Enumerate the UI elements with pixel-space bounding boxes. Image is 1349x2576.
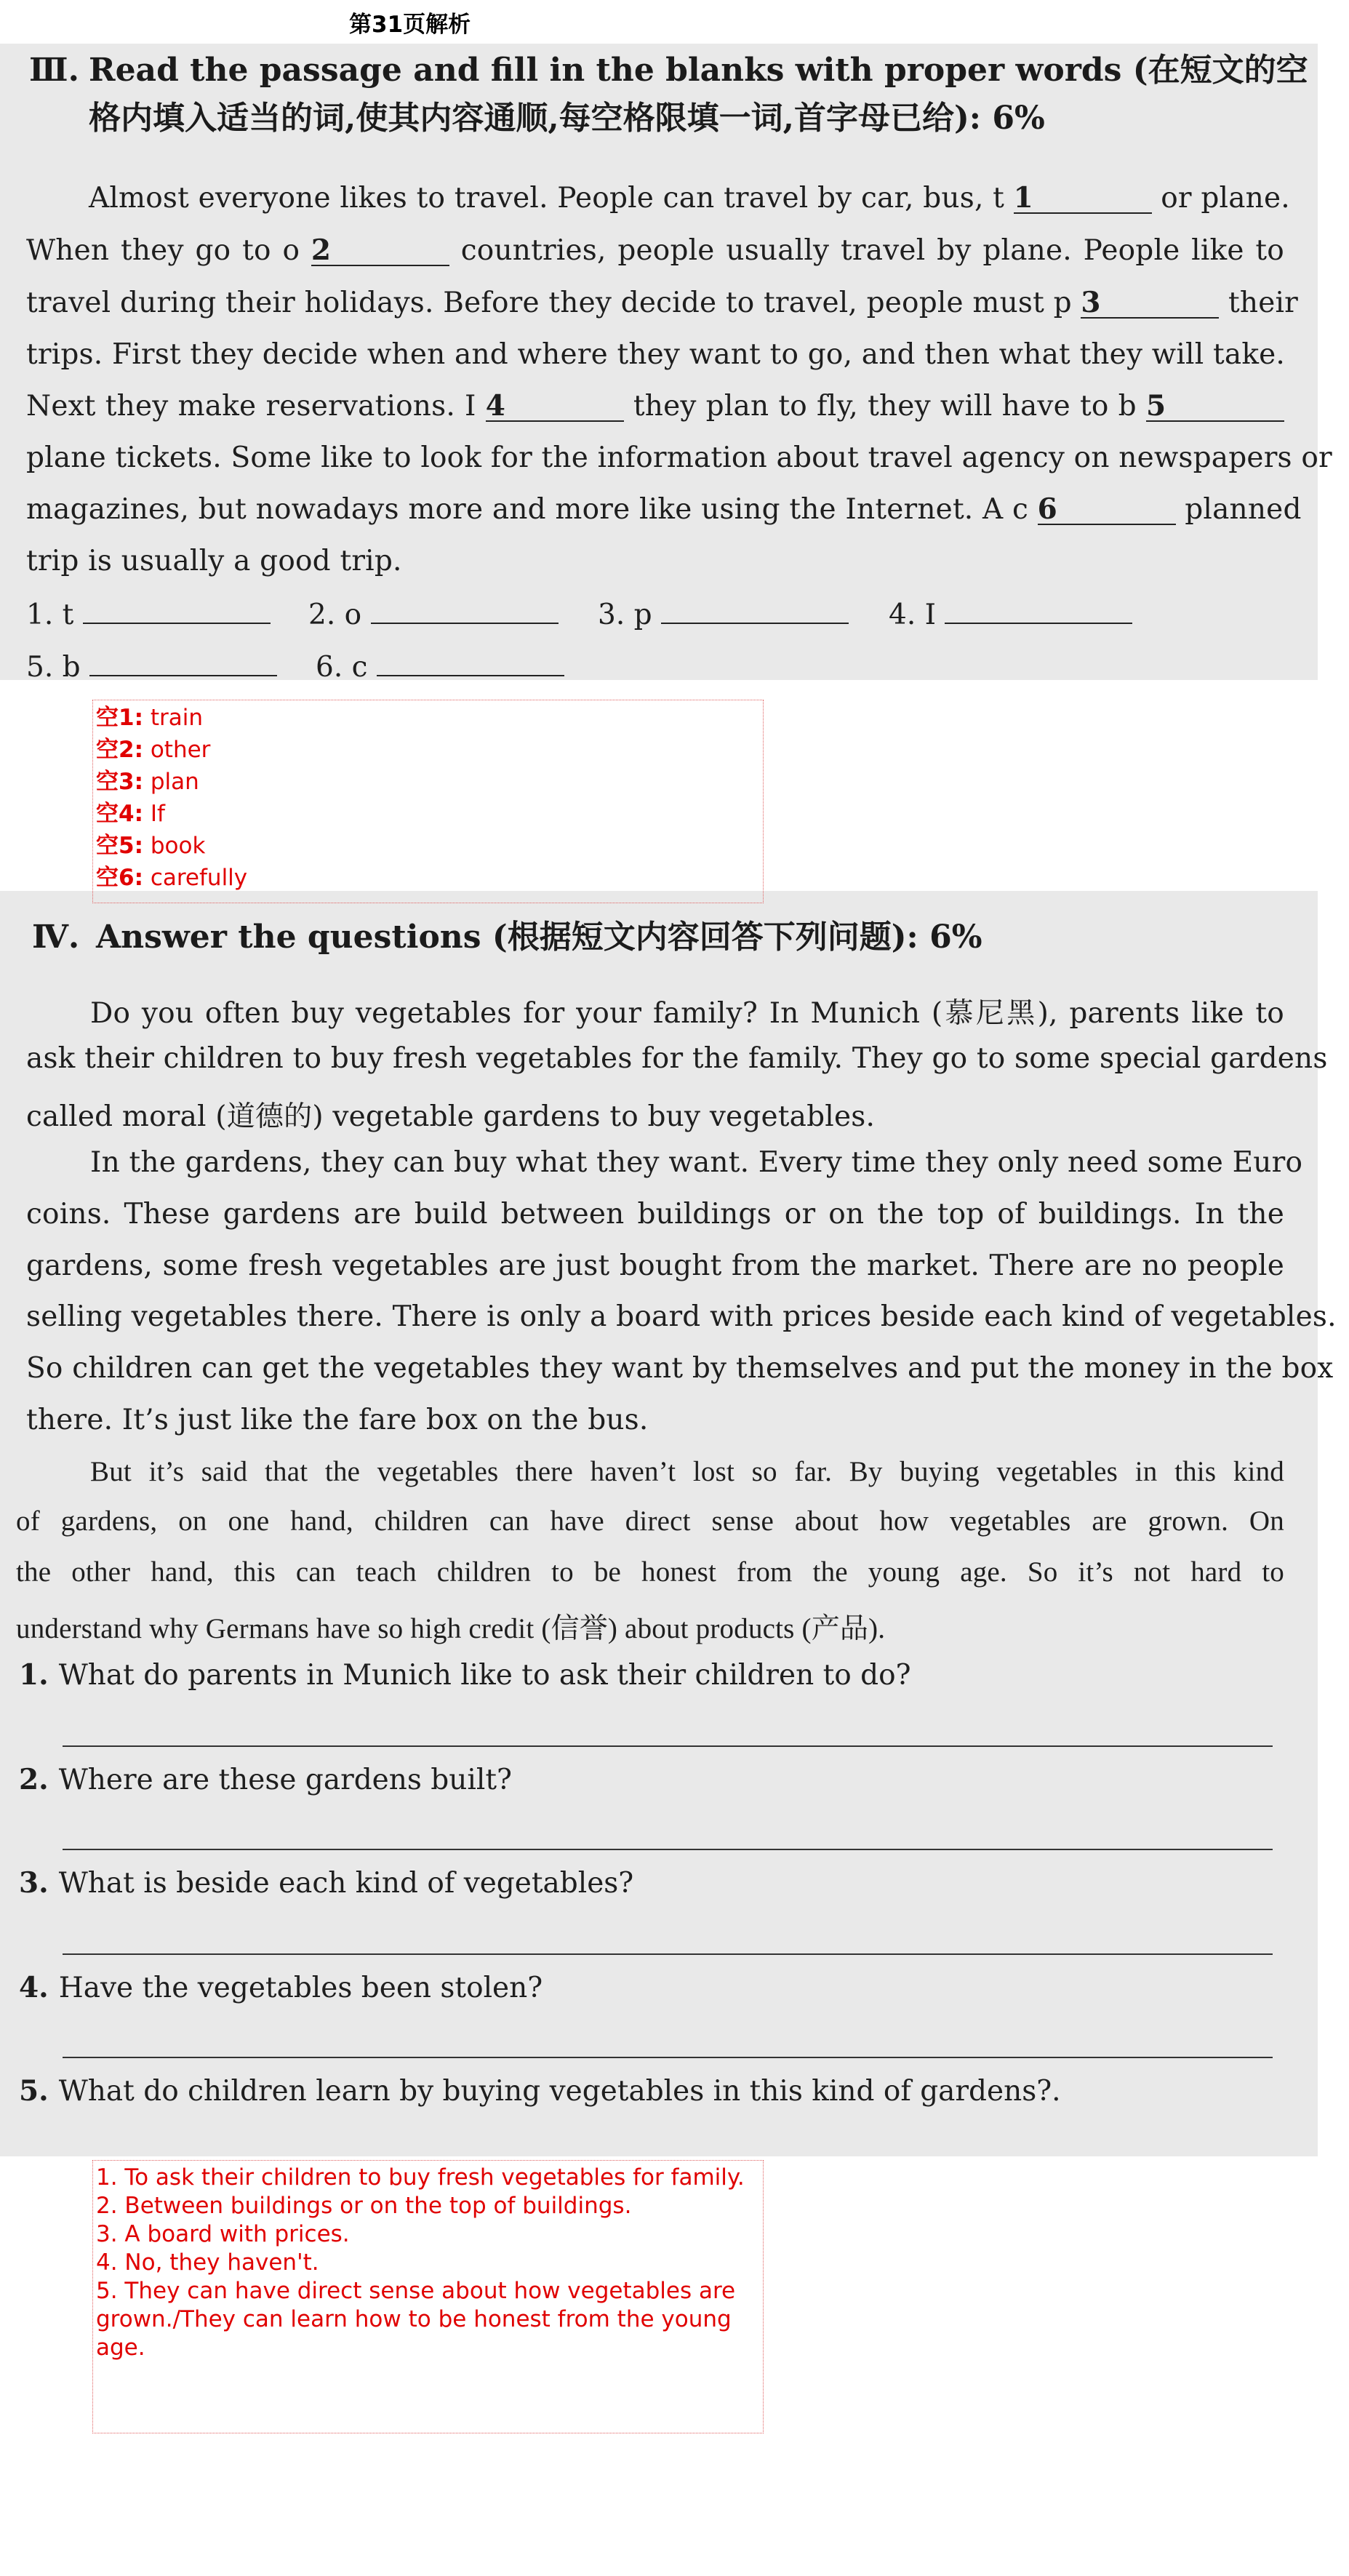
answer-line [63, 1849, 1273, 1850]
passage-line [26, 492, 1302, 526]
answer-row [96, 799, 165, 828]
answer-blank [371, 598, 559, 624]
passage-text: trips. First they decide when and where they want to go, and then what they will take. [26, 338, 1286, 371]
question-number: 4. [19, 1971, 49, 2004]
passage-text: the other hand, this can teach children to be honest from the young age. So it’s not hard to [16, 1556, 1284, 1588]
blank-5: 5 [1146, 392, 1284, 422]
answer-value: other [150, 737, 211, 763]
passage-line [26, 1404, 1284, 1436]
answer-line [63, 1745, 1273, 1747]
question-number: 5. [19, 2074, 49, 2108]
passage-line [16, 1556, 1284, 1588]
question-text: Where are these gardens built? [58, 1764, 512, 1796]
passage-line [26, 1249, 1284, 1282]
answer-row [96, 831, 205, 860]
passage-text: So children can get the vegetables they want by themselves and put the money in the box [26, 1352, 1334, 1385]
passage-line [26, 1198, 1284, 1231]
passage-text: planned [1185, 493, 1302, 526]
blank-6: 6 [1038, 495, 1176, 525]
passage-text: Do you often buy vegetables for your family? In Munich (慕尼黑), parents like to [90, 997, 1284, 1030]
answer-label: 空3: [96, 769, 143, 795]
passage-line [16, 1606, 1284, 1647]
passage-line [26, 441, 1332, 474]
passage-text: Almost everyone likes to travel. People can travel by car, bus, t [89, 182, 1005, 215]
passage-text: understand why Germans have so high credit (信誉) about products (产品). [16, 1613, 886, 1644]
blank-2: 2 [311, 236, 449, 266]
question-3 [19, 1866, 633, 1900]
passage-text: their [1228, 287, 1298, 319]
page-header: 第31页解析 [349, 12, 471, 38]
blank-4: 4 [486, 392, 624, 422]
question-text: What do children learn by buying vegetables in this kind of gardens?. [58, 2075, 1061, 2108]
passage-text: ask their children to buy fresh vegetables for the family. They go to some special gardens [26, 1042, 1328, 1075]
passage-line [26, 338, 1284, 371]
passage-text: When they go to o [26, 234, 300, 267]
answer-row: 4. No, they haven't. [96, 2249, 319, 2276]
option-5 [26, 650, 277, 684]
passage-line [90, 1455, 1284, 1488]
option-label: 4. I [889, 599, 937, 631]
blank-1: 1 [1014, 184, 1152, 214]
option-4 [889, 598, 1132, 631]
option-6 [316, 650, 564, 684]
answer-label: 空5: [96, 833, 143, 859]
option-label: 3. p [598, 599, 652, 631]
passage-text: travel during their holidays. Before they decide to travel, people must p [26, 287, 1072, 319]
section-4-numeral: Ⅳ. [32, 919, 80, 956]
answer-key-box-2 [92, 2160, 764, 2433]
answer-value: If [150, 801, 165, 827]
passage-line [16, 1505, 1284, 1537]
answer-value: book [150, 833, 206, 859]
passage-text: called moral (道德的) vegetable gardens to buy vegetables. [26, 1100, 876, 1133]
question-number: 1. [19, 1658, 49, 1692]
passage-text: gardens, some fresh vegetables are just bought from the market. There are no people [26, 1249, 1284, 1282]
question-4 [19, 1971, 543, 2004]
answer-row: 5. They can have direct sense about how vegetables are grown./They can learn how to be honest from the young age. [96, 2278, 736, 2361]
answer-line [63, 1953, 1273, 1955]
passage-line [26, 390, 1284, 423]
passage-line [26, 234, 1284, 267]
passage-text: of gardens, on one hand, children can have direct sense about how vegetables are grown. On [16, 1505, 1284, 1537]
answer-key-box-1 [92, 700, 764, 903]
passage-text: or plane. [1161, 182, 1290, 215]
answer-label: 空6: [96, 865, 143, 891]
section-3-title: Read the passage and fill in the blanks with proper words (在短文的空格内填入适当的词,使其内容通顺,每空格限填一词,首字母已给): 6% [89, 52, 1308, 137]
answer-row [96, 703, 203, 732]
option-label: 6. c [316, 651, 368, 684]
passage-line [89, 181, 1290, 215]
question-5 [19, 2074, 1061, 2108]
passage-text: plane tickets. Some like to look for the information about travel agency on newspapers or [26, 441, 1332, 474]
passage-text: selling vegetables there. There is only a board with prices beside each kind of vegetables. [26, 1300, 1337, 1333]
question-1 [19, 1658, 911, 1692]
passage-line [26, 1094, 1284, 1135]
answer-blank [945, 598, 1132, 624]
answer-label: 空1: [96, 705, 143, 731]
passage-text: But it’s said that the vegetables there haven’t lost so far. By buying vegetables in this kind [90, 1456, 1284, 1487]
passage-line [26, 1352, 1334, 1385]
option-2 [308, 598, 559, 631]
answer-blank [377, 650, 564, 676]
passage-line [26, 545, 1284, 577]
answer-value: carefully [150, 865, 248, 891]
passage-line [26, 286, 1298, 319]
question-number: 2. [19, 1763, 49, 1796]
passage-text: Next they make reservations. I [26, 390, 476, 423]
question-2 [19, 1763, 512, 1796]
question-text: What do parents in Munich like to ask their children to do? [58, 1659, 911, 1692]
question-text: Have the vegetables been stolen? [58, 1972, 543, 2004]
answer-value: plan [150, 769, 199, 795]
blank-3: 3 [1081, 289, 1219, 319]
answer-blank [661, 598, 849, 624]
passage-line [26, 1300, 1337, 1333]
option-label: 1. t [26, 599, 74, 631]
answer-value: train [150, 705, 203, 731]
question-number: 3. [19, 1866, 49, 1900]
passage-text: magazines, but nowadays more and more like using the Internet. A c [26, 493, 1029, 526]
option-label: 5. b [26, 651, 81, 684]
answer-row [96, 863, 247, 892]
question-text: What is beside each kind of vegetables? [58, 1867, 634, 1900]
answer-blank [89, 650, 277, 676]
passage-text: countries, people usually travel by plane. People like to [460, 234, 1284, 267]
answer-row [96, 735, 210, 764]
option-label: 2. o [308, 599, 362, 631]
option-3 [598, 598, 849, 631]
answer-row [96, 767, 199, 796]
section-3-heading [29, 47, 1316, 148]
passage-line [90, 991, 1284, 1031]
answer-line [63, 2057, 1273, 2058]
passage-text: there. It’s just like the fare box on the bus. [26, 1404, 649, 1436]
passage-line [26, 1042, 1328, 1075]
option-1 [26, 598, 271, 631]
passage-text: trip is usually a good trip. [26, 545, 402, 577]
section-3-numeral: Ⅲ. [29, 52, 79, 89]
section-4-heading [32, 913, 1312, 964]
answer-label: 空4: [96, 801, 143, 827]
passage-line [90, 1146, 1303, 1179]
answer-row: 3. A board with prices. [96, 2221, 350, 2247]
answer-row: 1. To ask their children to buy fresh vegetables for family. [96, 2164, 745, 2191]
passage-text: they plan to fly, they will have to b [633, 390, 1137, 423]
passage-text: In the gardens, they can buy what they want. Every time they only need some Euro [90, 1146, 1303, 1179]
answer-blank [83, 598, 271, 624]
answer-label: 空2: [96, 737, 143, 763]
answer-row: 2. Between buildings or on the top of buildings. [96, 2193, 632, 2219]
section-4-title: Answer the questions (根据短文内容回答下列问题): 6% [96, 919, 982, 956]
passage-text: coins. These gardens are build between buildings or on the top of buildings. In the [26, 1198, 1284, 1231]
